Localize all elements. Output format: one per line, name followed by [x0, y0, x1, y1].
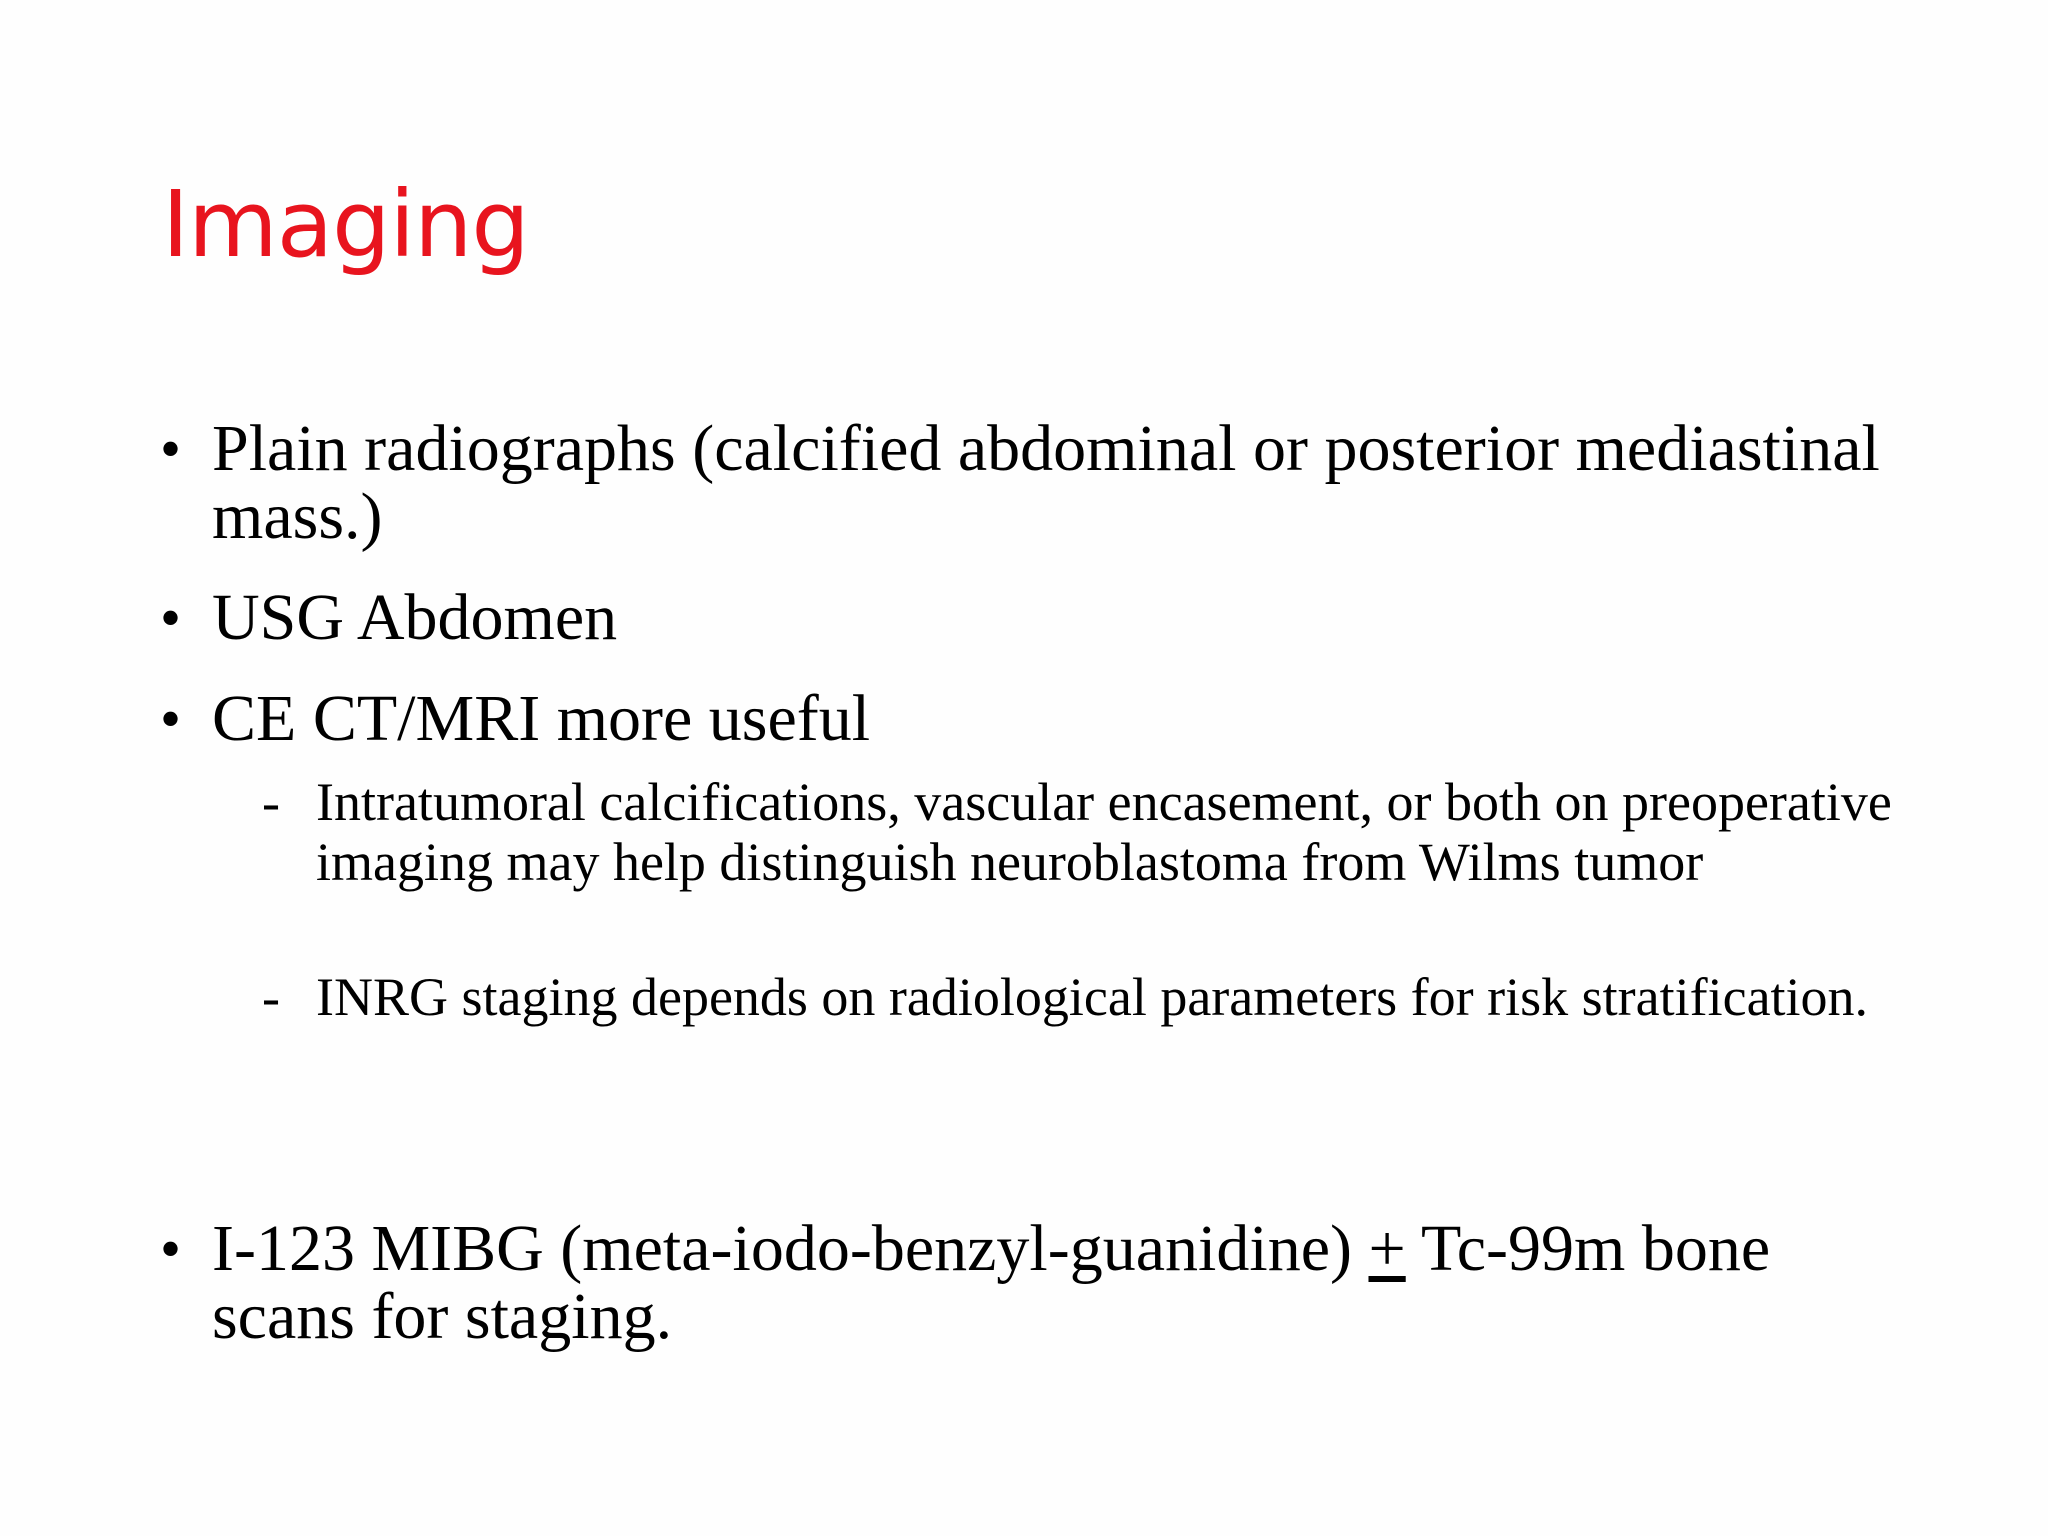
sub-bullet-item [262, 772, 1902, 892]
bullet-marker: • [160, 686, 182, 752]
slide-title: Imaging [162, 171, 529, 278]
sub-bullet-marker: - [262, 967, 280, 1027]
bullet-text-part: Tc-99m bone scans for staging. [212, 1212, 1771, 1353]
bullet-marker: • [160, 585, 182, 651]
sub-bullet-item [262, 967, 1902, 1027]
bullet-marker: • [160, 416, 182, 482]
bullet-text: CE CT/MRI more useful [212, 682, 871, 755]
bullet-item [160, 1212, 1880, 1353]
sub-bullet-text: INRG staging depends on radiological parameters for risk stratification. [316, 967, 1869, 1027]
bullet-item [160, 412, 1880, 553]
bullet-text: Plain radiographs (calcified abdominal or posterior mediastinal mass.) [212, 412, 1880, 553]
bullet-marker: • [160, 1216, 182, 1282]
bullet-text [212, 1212, 1880, 1353]
bullet-item [160, 581, 1880, 654]
bullet-text: USG Abdomen [212, 581, 618, 654]
sub-bullet-text: Intratumoral calcifications, vascular encasement, or both on preoperative imaging may help distinguish neuroblastoma from Wilms tumor [316, 772, 1892, 892]
bullet-item [160, 682, 1880, 755]
sub-bullet-marker: - [262, 772, 280, 832]
plus-minus-symbol: + [1368, 1212, 1406, 1285]
bullet-text-part: I-123 MIBG (meta-iodo-benzyl-guanidine) [212, 1212, 1369, 1285]
